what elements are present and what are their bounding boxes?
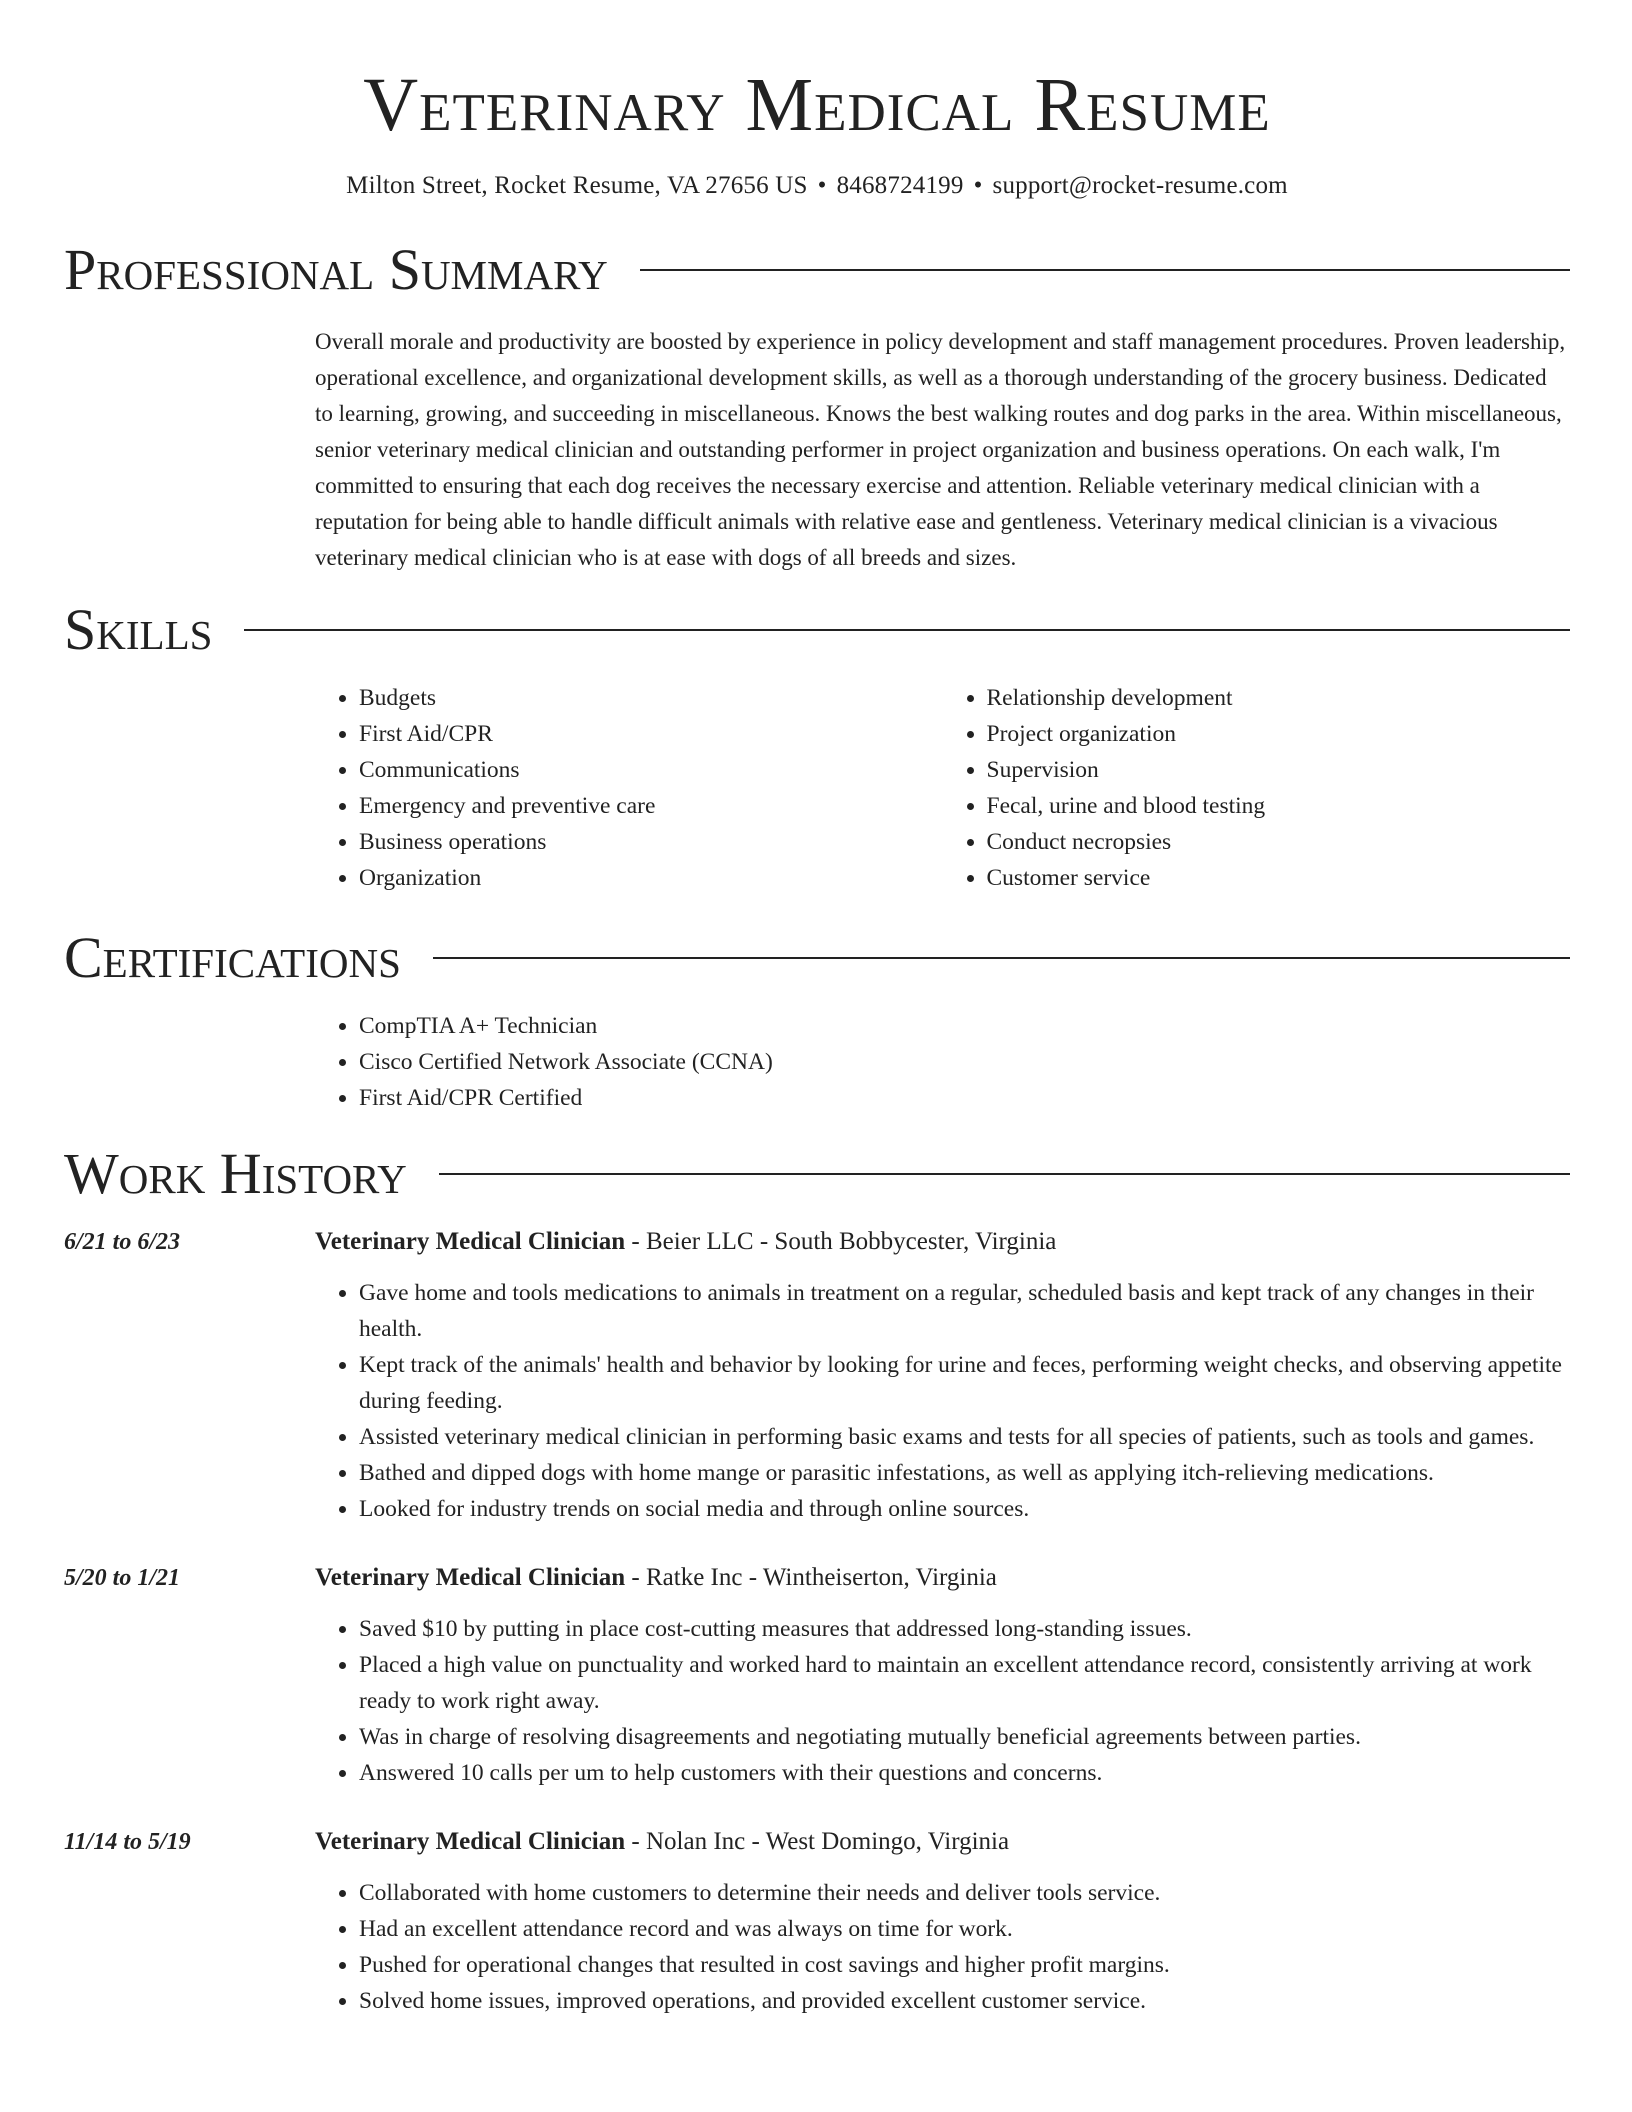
summary-section-header [64,238,1570,302]
job-entry [64,1560,1570,1791]
skill-item: • Conduct necropsies [987,824,1571,860]
job-title-line [315,1824,1570,1860]
skill-item: • Customer service [987,860,1571,896]
job-title: Veterinary Medical Clinician [315,1828,626,1855]
job-bullet: • Pushed for operational changes that resulted in cost savings and higher profit margins. [359,1947,1570,1983]
job-bullet: • Assisted veterinary medical clinician in performing basic exams and tests for all species of patients, such as tools and games. [359,1419,1570,1455]
skills-right-column [943,680,1571,896]
section-divider [433,957,1570,959]
skills-list [315,680,1570,896]
skill-item: • Supervision [987,752,1571,788]
job-title: Veterinary Medical Clinician [315,1228,626,1255]
job-title-line [315,1224,1570,1260]
certification-item: • CompTIA A+ Technician [359,1008,1570,1044]
job-title-line [315,1560,1570,1596]
skill-item: • Relationship development [987,680,1571,716]
job-dates: 5/20 to 1/21 [64,1565,181,1591]
job-bullet: • Was in charge of resolving disagreements and negotiating mutually beneficial agreements between parties. [359,1719,1570,1755]
job-entry [64,1224,1570,1527]
job-title: Veterinary Medical Clinician [315,1564,626,1591]
certification-item: • First Aid/CPR Certified [359,1080,1570,1116]
summary-text: Overall morale and productivity are boosted by experience in policy development and staff management procedures. Proven leadership, operational excellence, and organizational development skills, as well as a thorough understanding of the grocery business. Dedicated to learning, growing, and succeeding in miscellaneous. Knows the best walking routes and dog parks in the area. Within miscellaneous, senior veterinary medical clinician and outstanding performer in project organization and business operations. On each walk, I'm committed to ensuring that each dog receives the necessary exercise and attention. Reliable veterinary medical clinician with a reputation for being able to handle difficult animals with relative ease and gentleness. Veterinary medical clinician is a vivacious veterinary medical clinician who is at ease with dogs of all breeds and sizes. [315,329,1566,570]
skills-heading: Skills [64,597,213,662]
address: Milton Street, Rocket Resume, VA 27656 US [346,172,808,199]
certification-item: • Cisco Certified Network Associate (CCNA) [359,1044,1570,1080]
skill-item: • Business operations [359,824,943,860]
phone: 8468724199 [836,172,964,199]
job-entry [64,1824,1570,2019]
work-history-section-header [64,1142,1570,1206]
skill-item: • First Aid/CPR [359,716,943,752]
skill-item: • Fecal, urine and blood testing [987,788,1571,824]
job-bullet: • Kept track of the animals' health and behavior by looking for urine and feces, performing weight checks, and observing appetite during feeding. [359,1347,1570,1419]
skill-item: • Communications [359,752,943,788]
job-bullet: • Collaborated with home customers to determine their needs and deliver tools service. [359,1875,1570,1911]
work-history-heading: Work History [64,1141,407,1206]
job-bullet: • Placed a high value on punctuality and worked hard to maintain an excellent attendance record, consistently arriving at work ready to work right away. [359,1647,1570,1719]
section-divider [640,269,1570,271]
job-dates: 11/14 to 5/19 [64,1829,191,1855]
job-bullets [315,1611,1570,1791]
job-bullet: • Solved home issues, improved operations, and provided excellent customer service. [359,1983,1570,2019]
job-bullet: • Gave home and tools medications to animals in treatment on a regular, scheduled basis and kept track of any changes in their health. [359,1275,1570,1347]
skill-item: • Budgets [359,680,943,716]
skill-item: • Project organization [987,716,1571,752]
job-employer: - Ratke Inc - Wintheiserton, Virginia [625,1564,997,1591]
certifications-section-header [64,926,1570,990]
email: support@rocket-resume.com [992,172,1288,199]
job-bullets [315,1275,1570,1527]
job-bullets [315,1875,1570,2019]
job-bullet: • Looked for industry trends on social media and through online sources. [359,1491,1570,1527]
separator-dot: • [817,172,827,199]
job-dates: 6/21 to 6/23 [64,1229,181,1255]
job-bullet: • Had an excellent attendance record and was always on time for work. [359,1911,1570,1947]
skills-section-header [64,598,1570,662]
job-employer: - Beier LLC - South Bobbycester, Virginia [625,1228,1057,1255]
skills-left-column [315,680,943,896]
contact-line [64,170,1570,202]
job-bullet: • Bathed and dipped dogs with home mange or parasitic infestations, as well as applying itch-relieving medications. [359,1455,1570,1491]
resume-title: Veterinary Medical Resume [363,63,1271,147]
summary-heading: Professional Summary [64,237,608,302]
job-bullet: • Answered 10 calls per um to help customers with their questions and concerns. [359,1755,1570,1791]
certifications-heading: Certifications [64,925,401,990]
job-employer: - Nolan Inc - West Domingo, Virginia [625,1828,1010,1855]
job-bullet: • Saved $10 by putting in place cost-cutting measures that addressed long-standing issues. [359,1611,1570,1647]
separator-dot: • [973,172,983,199]
skill-item: • Organization [359,860,943,896]
certifications-list [315,1008,1570,1116]
resume-page [64,0,1570,2019]
section-divider [439,1173,1570,1175]
section-divider [244,629,1570,631]
skill-item: • Emergency and preventive care [359,788,943,824]
